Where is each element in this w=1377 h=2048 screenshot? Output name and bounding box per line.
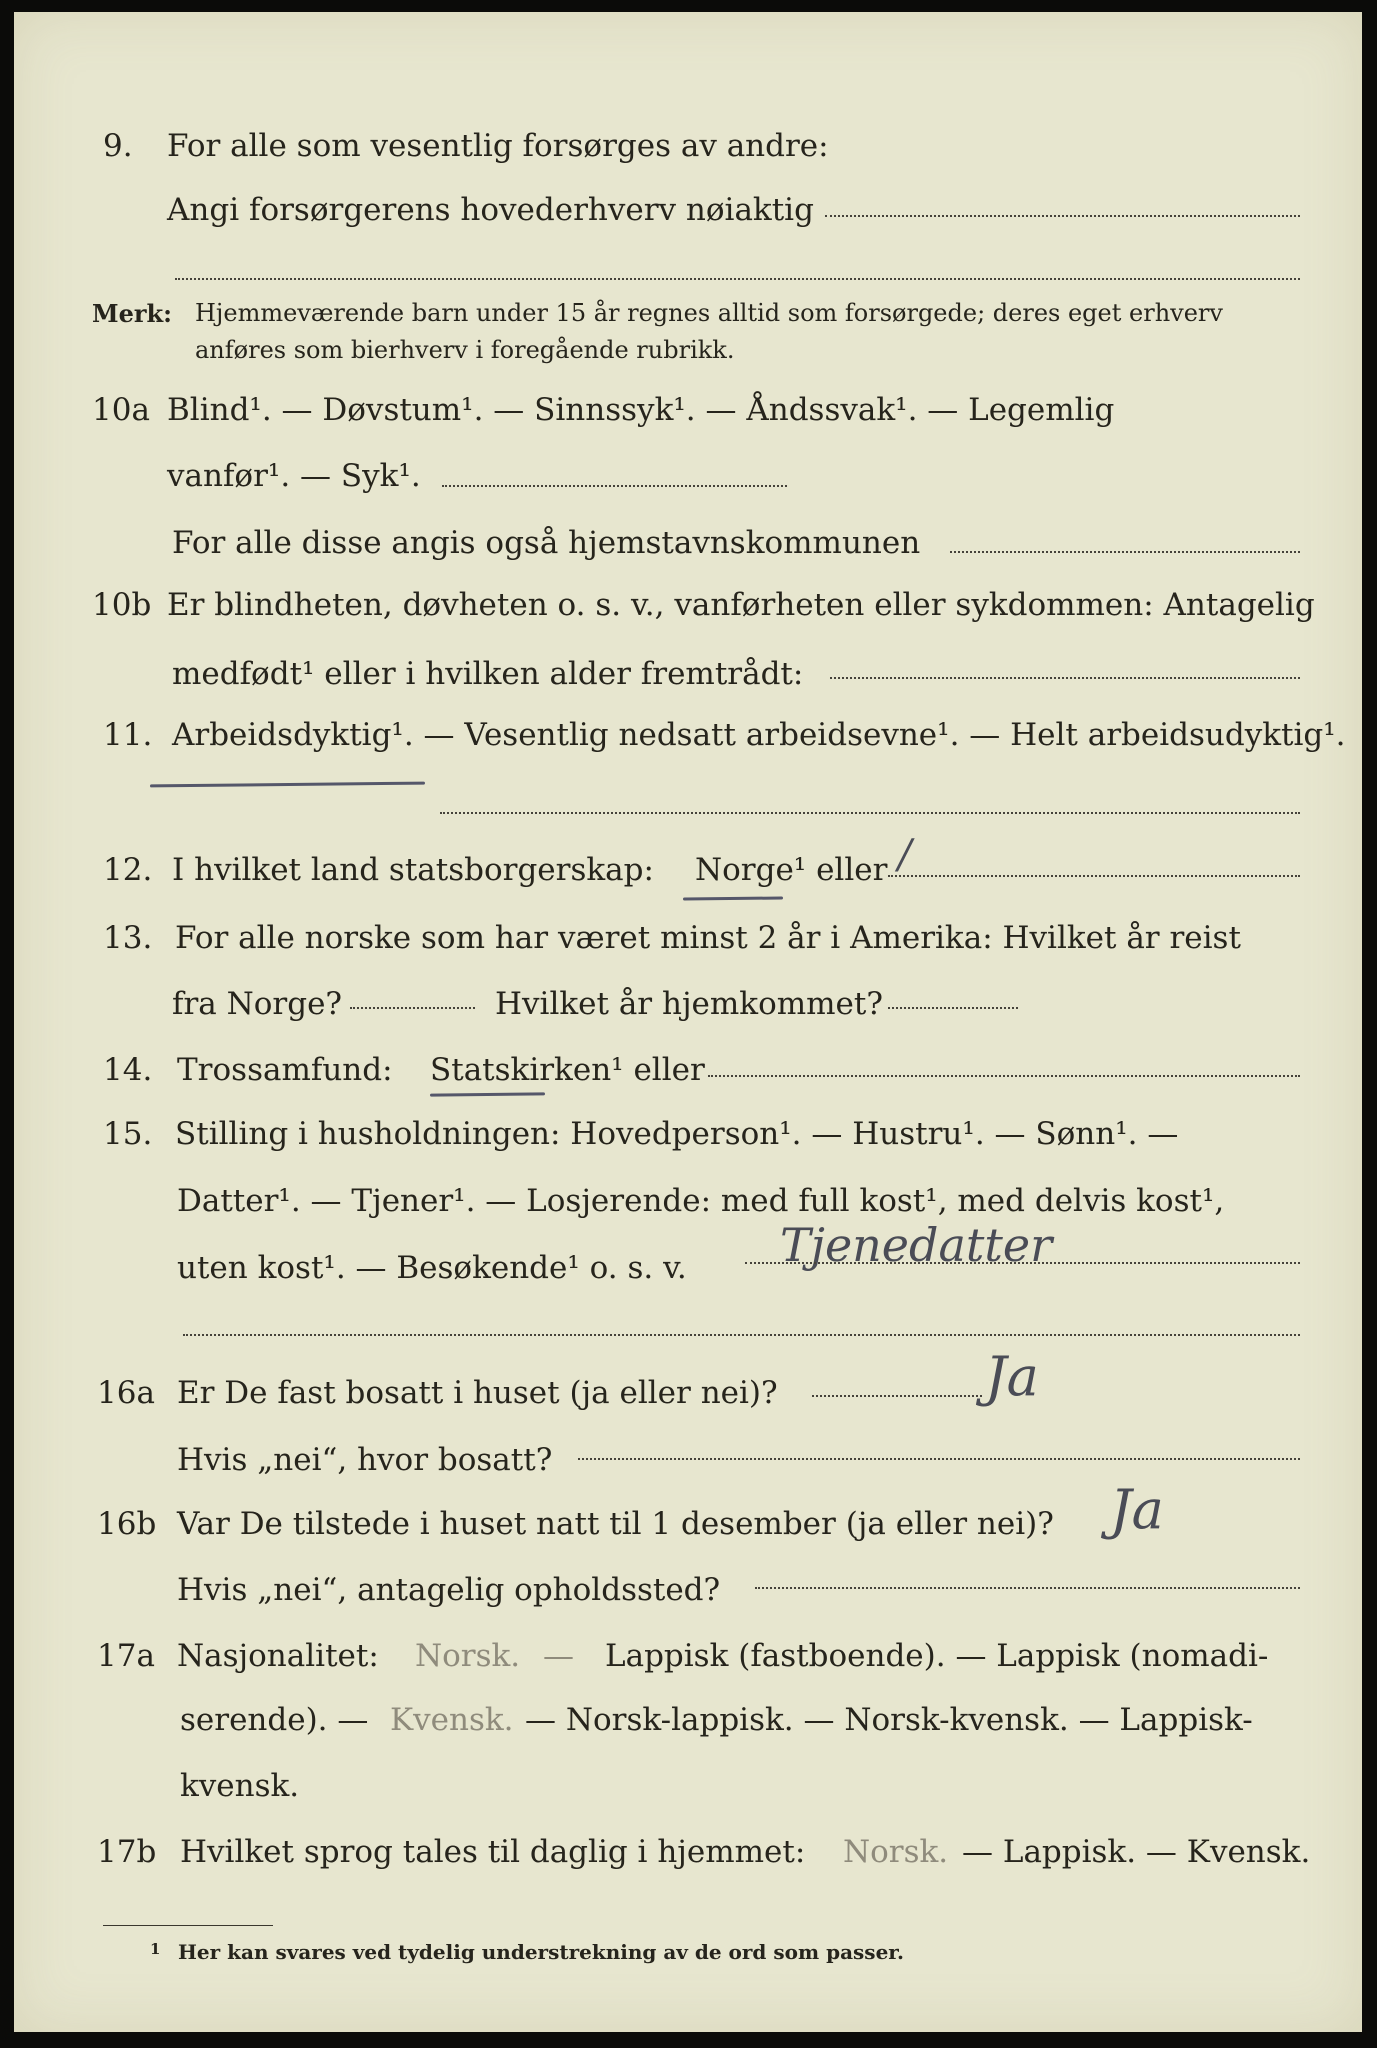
answer-field-dotted-line[interactable]: [578, 1458, 1300, 1460]
note-label: Merk:: [92, 299, 172, 328]
question-text: — Norsk-lappisk. — Norsk-kvensk. — Lappisk-: [525, 1702, 1253, 1738]
question-text: Var De tilstede i huset natt til 1 desember (ja eller nei)?: [177, 1506, 1054, 1542]
question-text: Stilling i husholdningen: Hovedperson¹. — Hustru¹. — Sønn¹. —: [175, 1116, 1179, 1152]
answer-field-dotted-line[interactable]: [175, 278, 1300, 280]
question-number: 15.: [103, 1116, 153, 1152]
question-text: Nasjonalitet:: [177, 1638, 379, 1674]
answer-field-dotted-line[interactable]: [830, 677, 1300, 679]
option-norsk[interactable]: Norsk.: [843, 1834, 949, 1870]
separator-dash: —: [543, 1638, 574, 1674]
handwritten-answer: Tjenedatter: [780, 1218, 1053, 1272]
question-text: For alle norske som har været minst 2 år i Amerika: Hvilket år reist: [175, 920, 1241, 956]
question-text: — Lappisk. — Kvensk.: [962, 1834, 1311, 1870]
option-norge[interactable]: Norge¹ eller: [695, 852, 888, 888]
answer-field-dotted-line[interactable]: [950, 551, 1300, 553]
handwritten-answer: Ja: [1110, 1478, 1164, 1541]
footnote-rule: [103, 1925, 273, 1926]
question-number: 10b: [92, 587, 152, 623]
question-text: serende). —: [180, 1702, 369, 1738]
question-text: Trossamfund:: [177, 1052, 393, 1088]
question-text: Blind¹. — Døvstum¹. — Sinnssyk¹. — Åndssvak¹. — Legemlig: [167, 392, 1115, 428]
footnote-mark: 1: [150, 1940, 161, 1958]
handwritten-answer: Ja: [985, 1345, 1039, 1408]
question-text: I hvilket land statsborgerskap:: [172, 852, 654, 888]
option-norsk[interactable]: Norsk.: [415, 1638, 521, 1674]
question-number: 10a: [92, 392, 150, 428]
question-number: 14.: [103, 1052, 153, 1088]
answer-field-dotted-line[interactable]: [708, 1075, 1300, 1077]
question-number: 11.: [103, 717, 153, 753]
question-text: vanfør¹. — Syk¹.: [167, 458, 421, 494]
question-text: kvensk.: [180, 1768, 300, 1804]
question-text: For alle disse angis også hjemstavnskommunen: [172, 525, 921, 561]
note-text: anføres som bierhverv i foregående rubrikk.: [195, 336, 735, 364]
question-text: Hvis „nei“, hvor bosatt?: [177, 1442, 553, 1478]
answer-field-dotted-line[interactable]: [350, 1007, 475, 1009]
answer-field-dotted-line[interactable]: [745, 1262, 1300, 1264]
answer-field-dotted-line[interactable]: [755, 1587, 1300, 1589]
answer-field-dotted-line[interactable]: [812, 1395, 982, 1397]
question-number: 16b: [97, 1506, 157, 1542]
question-text: Datter¹. — Tjener¹. — Losjerende: med full kost¹, med delvis kost¹,: [177, 1183, 1225, 1219]
question-number: 16a: [97, 1375, 155, 1411]
note-text: Hjemmeværende barn under 15 år regnes alltid som forsørgede; deres eget erhverv: [195, 299, 1223, 327]
question-text: uten kost¹. — Besøkende¹ o. s. v.: [177, 1250, 687, 1286]
answer-field-dotted-line[interactable]: [825, 215, 1300, 217]
answer-field-dotted-line[interactable]: [442, 485, 787, 487]
handwritten-answer: /: [898, 832, 912, 878]
question-text: For alle som vesentlig forsørges av andre:: [167, 128, 829, 164]
question-text: fra Norge?: [172, 986, 343, 1022]
question-number: 17b: [97, 1834, 157, 1870]
question-number: 12.: [103, 852, 153, 888]
option-kvensk[interactable]: Kvensk.: [390, 1702, 514, 1738]
answer-field-dotted-line[interactable]: [440, 812, 1300, 814]
answer-field-dotted-line[interactable]: [183, 1334, 1300, 1336]
question-text: Hvis „nei“, antagelig opholdssted?: [177, 1572, 721, 1608]
question-number: 9.: [103, 128, 133, 164]
answer-field-dotted-line[interactable]: [888, 1007, 1018, 1009]
question-text: Angi forsørgerens hovederhverv nøiaktig: [167, 192, 814, 228]
question-text: Lappisk (fastboende). — Lappisk (nomadi-: [605, 1638, 1269, 1674]
question-text: Er blindheten, døvheten o. s. v., vanførheten eller sykdommen: Antagelig: [167, 587, 1315, 623]
question-text: medfødt¹ eller i hvilken alder fremtrådt:: [172, 656, 804, 692]
question-text: Er De fast bosatt i huset (ja eller nei)?: [177, 1375, 778, 1411]
question-number: 17a: [97, 1638, 155, 1674]
footnote-text: Her kan svares ved tydelig understrekning av de ord som passer.: [178, 1940, 904, 1964]
question-text: Hvilket år hjemkommet?: [495, 986, 883, 1022]
question-text: Hvilket sprog tales til daglig i hjemmet:: [180, 1834, 806, 1870]
option-statskirken[interactable]: Statskirken¹ eller: [430, 1052, 705, 1088]
question-number: 13.: [103, 920, 153, 956]
answer-field-dotted-line[interactable]: [888, 875, 1300, 877]
question-text: Arbeidsdyktig¹. — Vesentlig nedsatt arbeidsevne¹. — Helt arbeidsudyktig¹.: [172, 717, 1346, 753]
